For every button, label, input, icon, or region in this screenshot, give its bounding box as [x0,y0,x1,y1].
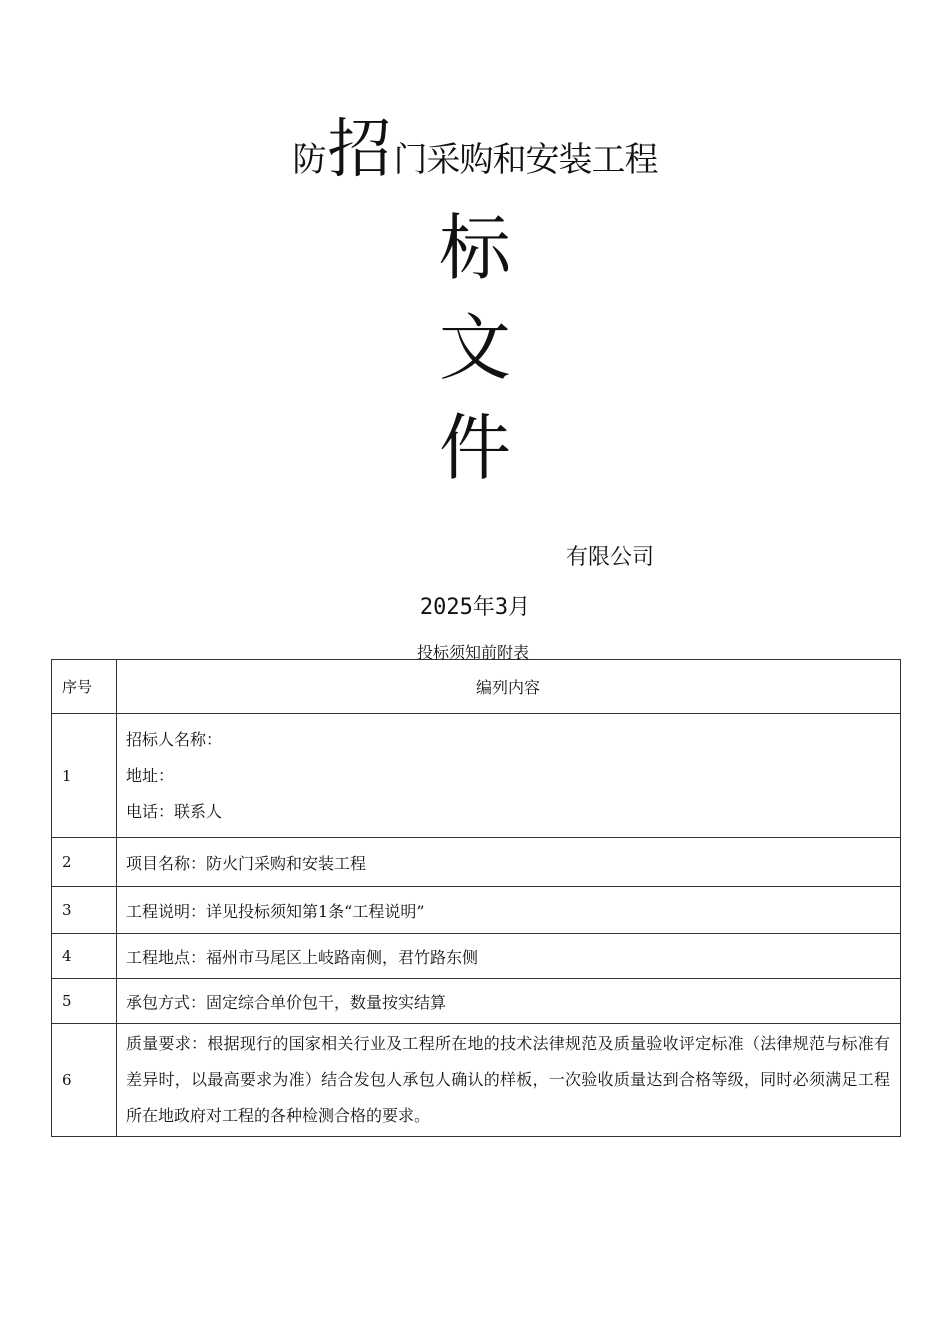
header-number: 序号 [52,660,117,714]
company-name: 有限公司 [566,545,655,570]
table-row [52,979,901,1024]
vertical-title-char-2: 文 [438,306,511,390]
table-row [52,887,901,934]
vertical-title-char-3: 件 [438,406,511,490]
row-number: 3 [52,887,117,934]
table-row [52,838,901,887]
row-content: 工程地点：福州市马尾区上岐路南侧，君竹路东侧 [117,934,901,979]
table-row [52,1024,901,1137]
header-content: 编列内容 [117,660,901,714]
address-line: 地址： [126,765,175,785]
row-content: 承包方式：固定综合单价包干，数量按实结算 [117,979,901,1024]
title-prefix: 防 [292,140,326,180]
row-content [117,1024,901,1137]
row-number: 1 [52,714,117,838]
bid-info-table [51,659,901,1137]
table-caption: 投标须知前附表 [416,643,529,662]
row-content: 项目名称：防火门采购和安装工程 [117,838,901,887]
table-header-row [52,660,901,714]
title-suffix: 门采购和安装工程 [393,140,658,180]
table-row [52,934,901,979]
phone-contact-line: 电话：联系人 [126,801,223,821]
row-content: 工程说明：详见投标须知第1条“工程说明” [117,887,901,934]
table-row [52,714,901,838]
vertical-title-char-1: 标 [438,206,511,290]
tenderer-name-line: 招标人名称： [126,729,223,749]
quality-requirement-text: 质量要求：根据现行的国家相关行业及工程所在地的技术法律规范及质量验收评定标准（法律规范与标准有差异时，以最高要求为准）结合发包人承包人确认的样板，一次验收质量达到合格等级，同时必须满足工程所在地政府对工程的各种检测合格的要求。 [126,1034,890,1125]
title-large-char: 招 [327,113,392,187]
row-content [117,714,901,838]
row-number: 5 [52,979,117,1024]
issue-date: 2025年3月 [419,595,531,620]
row-number: 2 [52,838,117,887]
document-title [0,98,950,190]
row-number: 6 [52,1024,117,1137]
row-number: 4 [52,934,117,979]
